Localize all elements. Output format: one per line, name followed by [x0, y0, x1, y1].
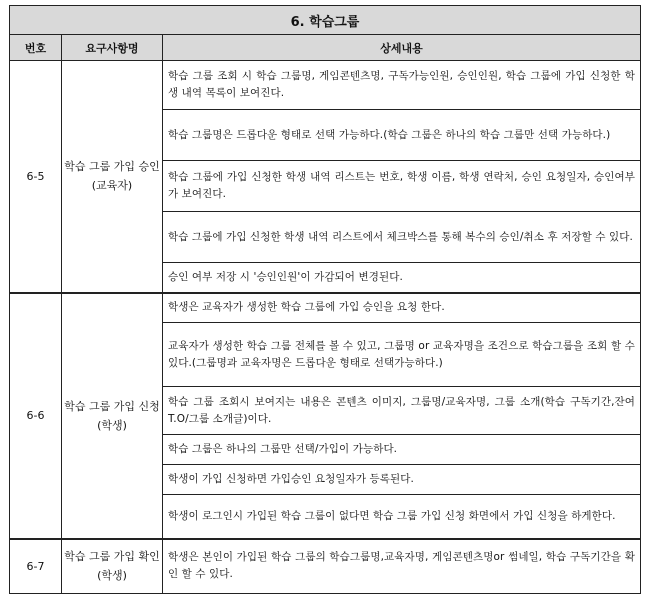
detail-cell: 학생이 로그인시 가입된 학습 그룹이 없다면 학습 그룹 가입 신청 화면에서 가입 신청을 하게한다. — [163, 495, 641, 539]
detail-cell: 학습 그룹 조회시 보여지는 내용은 콘텐츠 이미지, 그룹명/교육자명, 그룹 소개(학습 구독기간,잔여T.O/그룹 소개글)이다. — [163, 387, 641, 435]
detail-cell: 교육자가 생성한 학습 그룹 전체를 볼 수 있고, 그룹명 or 교육자명을 조건으로 학습그룹을 조회 할 수 있다.(그룹명과 교육자명은 드롭다운 형태로 선택가능하다.) — [163, 323, 641, 387]
section-title: 6. 학습그룹 — [10, 6, 641, 35]
header-number: 번호 — [10, 35, 62, 61]
requirement-name: 학습 그룹 가입 확인(학생) — [62, 539, 163, 594]
detail-cell: 학습 그룹은 하나의 그룹만 선택/가입이 가능하다. — [163, 435, 641, 465]
requirements-table — [9, 5, 641, 594]
table-title-row — [10, 6, 641, 35]
table-row — [10, 61, 641, 110]
requirement-number: 6-6 — [10, 293, 62, 539]
detail-cell: 학습 그룹에 가입 신청한 학생 내역 리스트는 번호, 학생 이름, 학생 연락처, 승인 요청일자, 승인여부가 보여진다. — [163, 161, 641, 212]
requirement-name: 학습 그룹 가입 신청(학생) — [62, 293, 163, 539]
table-row — [10, 539, 641, 594]
requirement-number: 6-7 — [10, 539, 62, 594]
detail-cell: 학습 그룹 조회 시 학습 그룹명, 게임콘텐츠명, 구독가능인원, 승인인원, 학습 그룹에 가입 신청한 학생 내역 목록이 보여진다. — [163, 61, 641, 110]
column-header-row — [10, 35, 641, 61]
requirements-document — [9, 5, 640, 594]
detail-cell: 학생이 가입 신청하면 가입승인 요청일자가 등록된다. — [163, 465, 641, 495]
detail-cell: 학생은 본인이 가입된 학습 그룹의 학습그룹명,교육자명, 게임콘텐츠명or 썸네일, 학습 구독기간을 확인 할 수 있다. — [163, 539, 641, 594]
requirement-name: 학습 그룹 가입 승인(교육자) — [62, 61, 163, 293]
detail-cell: 승인 여부 저장 시 '승인인원'이 가감되어 변경된다. — [163, 263, 641, 293]
detail-cell: 학생은 교육자가 생성한 학습 그룹에 가입 승인을 요청 한다. — [163, 293, 641, 323]
header-detail: 상세내용 — [163, 35, 641, 61]
table-row — [10, 293, 641, 323]
header-requirement: 요구사항명 — [62, 35, 163, 61]
detail-cell: 학습 그룹에 가입 신청한 학생 내역 리스트에서 체크박스를 통해 복수의 승인/취소 후 저장할 수 있다. — [163, 212, 641, 263]
detail-cell: 학습 그룹명은 드롭다운 형태로 선택 가능하다.(학습 그룹은 하나의 학습 그룹만 선택 가능하다.) — [163, 110, 641, 161]
requirement-number: 6-5 — [10, 61, 62, 293]
